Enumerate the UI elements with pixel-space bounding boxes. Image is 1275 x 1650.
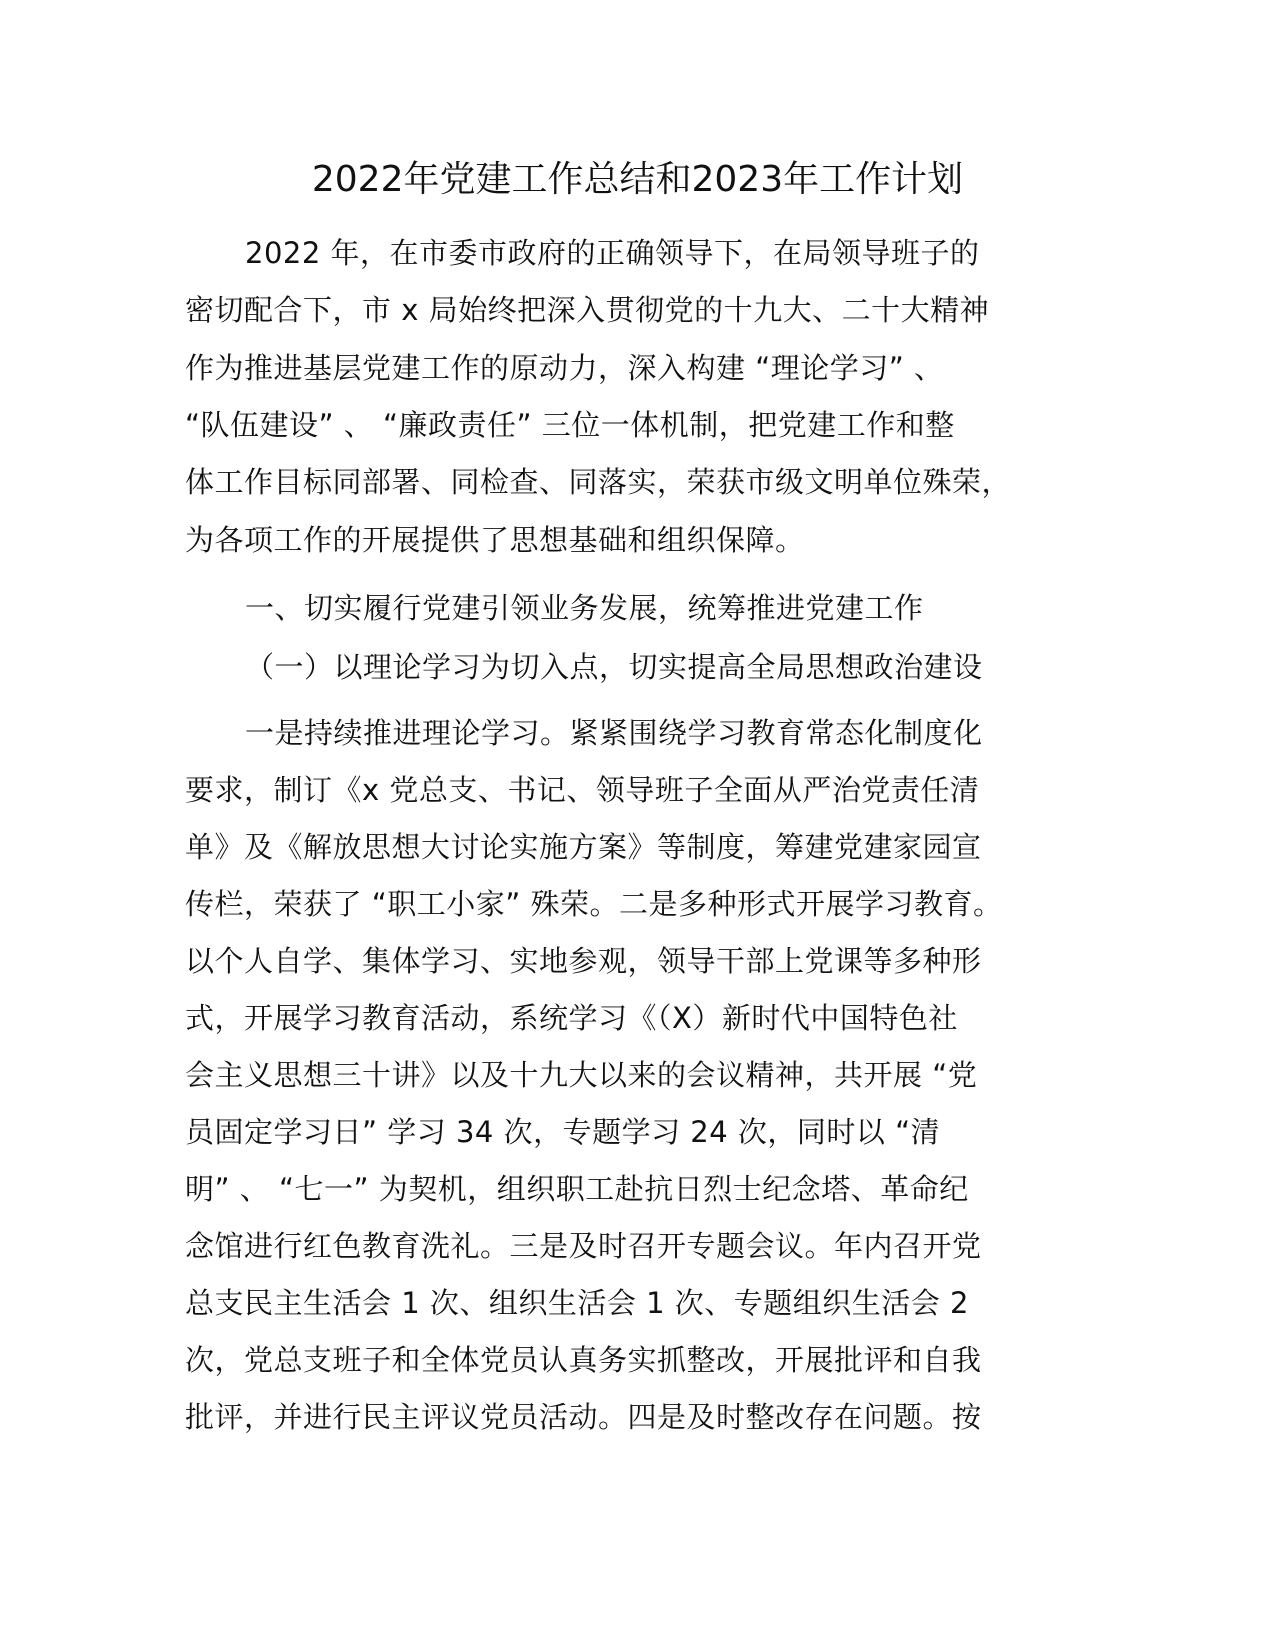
document-title: 2022年党建工作总结和2023年工作计划 <box>311 159 964 200</box>
body-line-9: 明” 、 “七一” 为契机，组织职工赴抗日烈士纪念塔、革命纪 <box>185 1172 969 1206</box>
section-heading-1: 一、切实履行党建引领业务发展，统筹推进党建工作 <box>245 591 924 625</box>
subsection-heading-1: （一）以理论学习为切入点，切实提高全局思想政治建设 <box>245 650 983 684</box>
body-line-12: 次，党总支班子和全体党员认真务实抓整改，开展批评和自我 <box>185 1343 982 1377</box>
body-line-5: 以个人自学、集体学习、实地参观，领导干部上党课等多种形 <box>185 944 982 978</box>
body-line-11: 总支民主生活会 1 次、组织生活会 1 次、专题组织生活会 2 <box>185 1286 969 1320</box>
body-line-8: 员固定学习日” 学习 34 次，专题学习 24 次，同时以 “清 <box>185 1115 941 1149</box>
body-line-10: 念馆进行红色教育洗礼。三是及时召开专题会议。年内召开党 <box>185 1229 982 1263</box>
body-line-7: 会主义思想三十讲》以及十九大以来的会议精神，共开展 “党 <box>185 1058 978 1092</box>
body-line-4: 传栏，荣获了 “职工小家” 殊荣。二是多种形式开展学习教育。 <box>185 887 1003 921</box>
intro-line-2: 密切配合下，市 x 局始终把深入贯彻党的十九大、二十大精神 <box>185 293 990 327</box>
body-line-2: 要求，制订《x 党总支、书记、领导班子全面从严治党责任清 <box>185 773 980 807</box>
intro-line-6: 为各项工作的开展提供了思想基础和组织保障。 <box>185 523 805 557</box>
intro-line-1: 2022 年，在市委市政府的正确领导下，在局领导班子的 <box>245 236 980 270</box>
body-line-13: 批评，并进行民主评议党员活动。四是及时整改存在问题。按 <box>185 1400 982 1434</box>
intro-line-4: “队伍建设” 、 “廉政责任” 三位一体机制，把党建工作和整 <box>185 408 955 442</box>
body-line-3: 单》及《解放思想大讨论实施方案》等制度，筹建党建家园宣 <box>185 830 982 864</box>
intro-line-5: 体工作目标同部署、同检查、同落实，荣获市级文明单位殊荣， <box>185 465 1012 499</box>
body-line-6: 式，开展学习教育活动，系统学习《（X）新时代中国特色社 <box>185 1001 958 1035</box>
intro-line-3: 作为推进基层党建工作的原动力，深入构建 “理论学习” 、 <box>185 351 944 385</box>
body-line-1: 一是持续推进理论学习。紧紧围绕学习教育常态化制度化 <box>245 716 983 750</box>
